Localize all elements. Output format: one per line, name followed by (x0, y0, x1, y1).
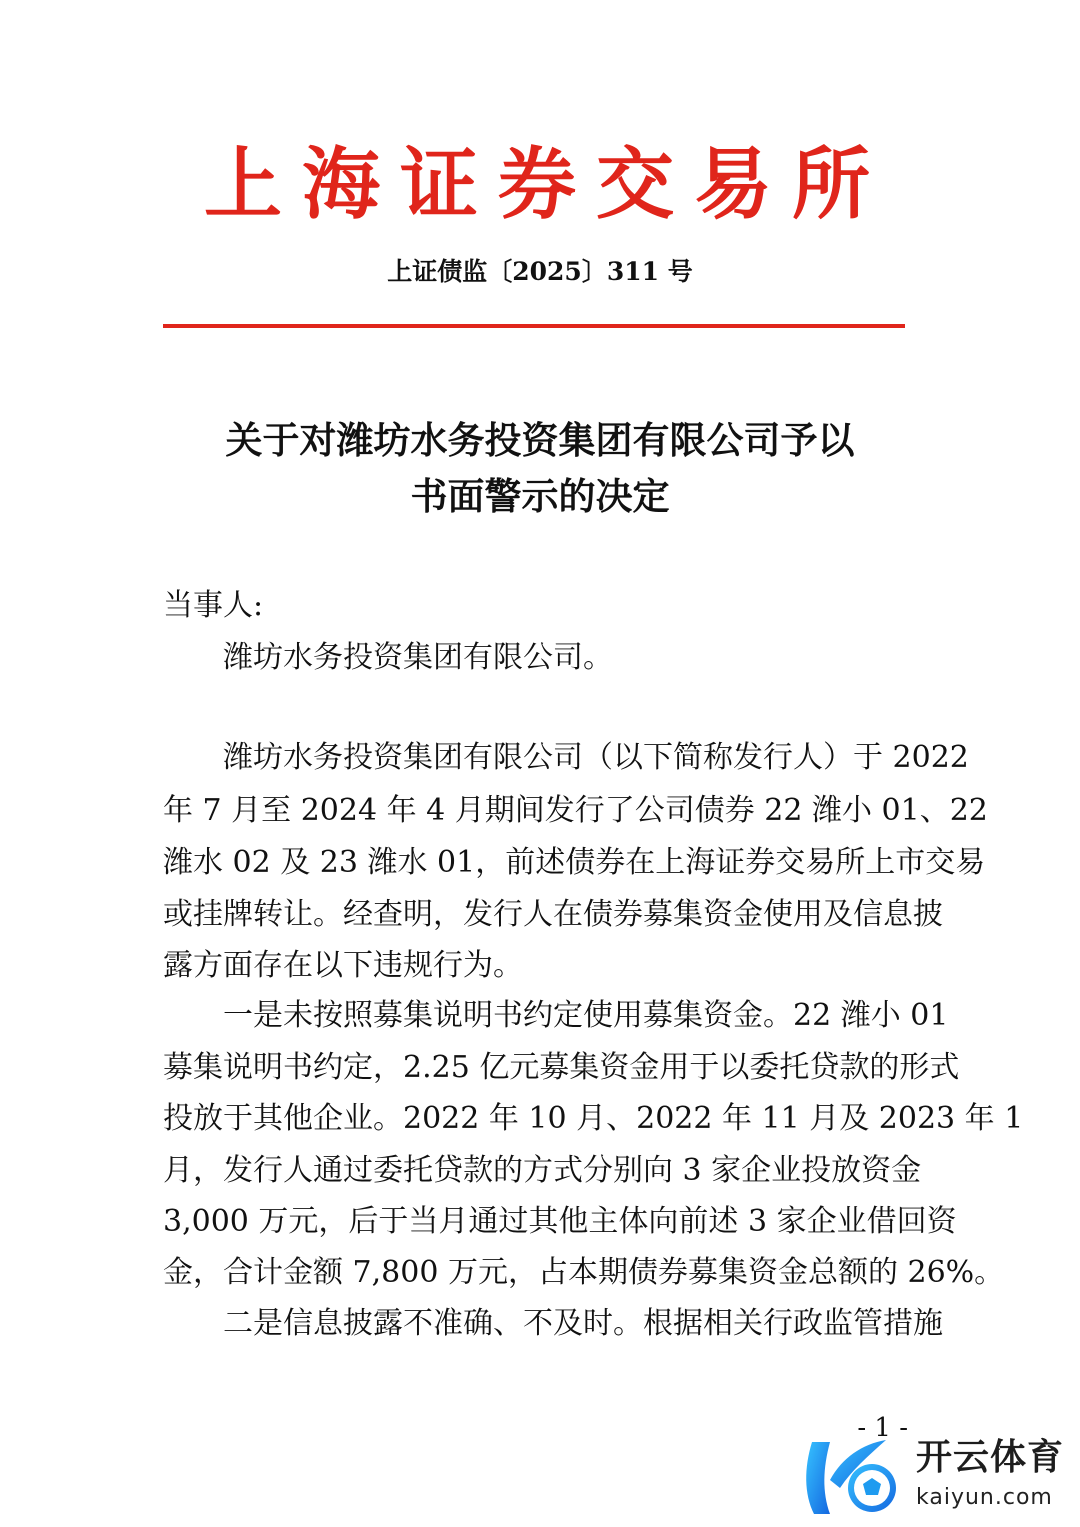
document-title (0, 412, 1080, 524)
paragraph-line: 年 7 月至 2024 年 4 月期间发行了公司债券 22 潍小 01、22 (163, 793, 988, 828)
paragraph-line: 3,000 万元，后于当月通过其他主体向前述 3 家企业借回资 (163, 1204, 957, 1239)
paragraph-line: 潍坊水务投资集团有限公司（以下简称发行人）于 2022 (223, 740, 969, 775)
paragraph-line: 募集说明书约定，2.25 亿元募集资金用于以委托贷款的形式 (163, 1050, 960, 1085)
paragraph-line: 金，合计金额 7,800 万元，占本期债券募集资金总额的 26%。 (163, 1255, 1005, 1290)
paragraph-line: 或挂牌转让。经查明，发行人在债券募集资金使用及信息披 (163, 897, 943, 932)
paragraph-line: 潍水 02 及 23 潍水 01，前述债券在上海证券交易所上市交易 (163, 845, 986, 880)
header-divider (163, 324, 905, 328)
paragraph-line: 月，发行人通过委托贷款的方式分别向 3 家企业投放资金 (163, 1153, 922, 1188)
paragraph-line: 一是未按照募集说明书约定使用募集资金。22 潍小 01 (223, 998, 949, 1033)
title-line-2: 书面警示的决定 (410, 474, 670, 518)
title-line-1: 关于对潍坊水务投资集团有限公司予以 (225, 418, 855, 462)
paragraph-line: 露方面存在以下违规行为。 (163, 948, 523, 983)
party-label: 当事人: (163, 588, 264, 623)
watermark-brand-cn: 开云体育 (916, 1437, 1065, 1478)
paragraph-line: 二是信息披露不准确、不及时。根据相关行政监管措施 (223, 1306, 943, 1341)
document-number: 上证债监〔2025〕311 号 (387, 257, 693, 286)
kaiyun-ball-logo-icon (790, 1428, 910, 1524)
watermark-brand-en: kaiyun.com (916, 1485, 1053, 1510)
paragraph-line: 投放于其他企业。2022 年 10 月、2022 年 11 月及 2023 年 1 (163, 1101, 1024, 1136)
page-number: - 1 - (857, 1413, 908, 1443)
watermark (790, 1428, 1080, 1524)
party-name: 潍坊水务投资集团有限公司。 (223, 640, 613, 675)
issuer-header: 上海证券交易所 (203, 139, 890, 230)
